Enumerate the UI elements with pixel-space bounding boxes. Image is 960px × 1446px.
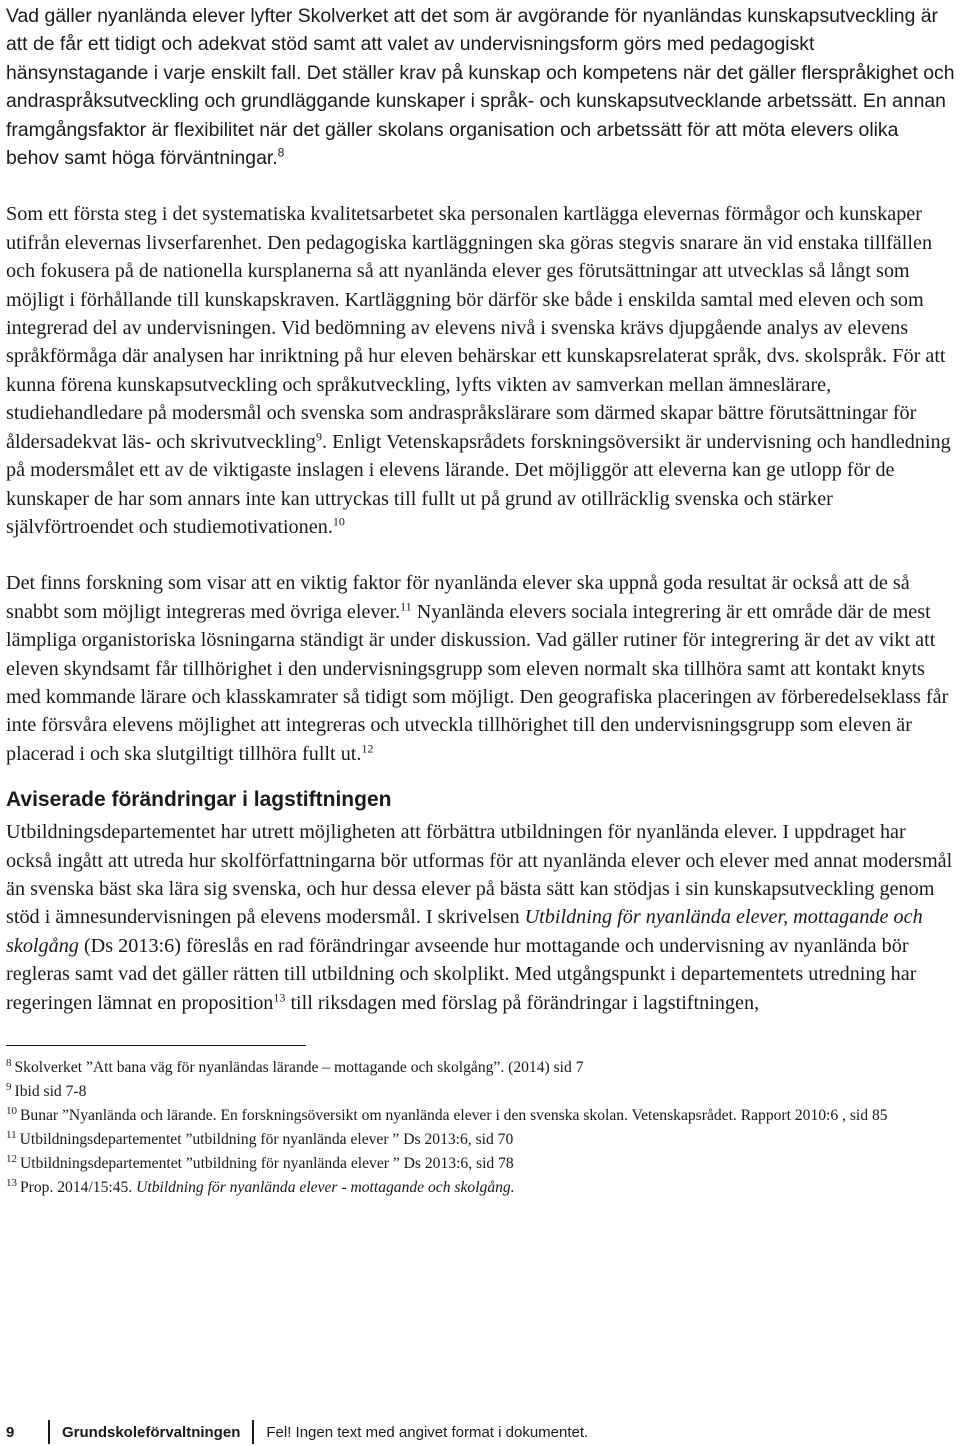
footnote-9: [6, 1080, 956, 1104]
footnote-text: Utbildningsdepartementet ”utbildning för nyanlända elever ” Ds 2013:6, sid 78: [20, 1155, 514, 1172]
paragraph-3-text-b: Nyanlända elevers sociala integrering är ett område där de mest lämpliga organistoriska lösningarna ständigt är under diskussion. Vad gäller rutiner för integrering är det av vikt att eleven skyndsamt får tillhörighet i den undervisningsgrupp som eleven normalt ska tillhöra samt att kontakt knyts med kommande lärare och klasskamrater så tidigt som möjligt. Den geografiska placeringen av förberedelseklass får inte försvåra elevens möjlighet att integreras och utveckla tillhörighet till den undervisningsgrupp som eleven är placerad i och ska slutgiltigt tillhöra fullt ut.: [6, 600, 949, 765]
footnote-text: Ibid sid 7-8: [14, 1083, 87, 1100]
paragraph-4: [6, 818, 956, 1017]
footnote-11: [6, 1128, 956, 1152]
paragraph-2: [6, 200, 956, 541]
footnote-ref-10[interactable]: 10: [332, 514, 345, 529]
footnote-text: Utbildningsdepartementet ”utbildning för nyanlända elever ” Ds 2013:6, sid 70: [19, 1131, 514, 1148]
paragraph-2-text-a: Som ett första steg i det systematiska kvalitetsarbetet ska personalen kartlägga elevernas förmågor och kunskaper utifrån elevernas livserfarenhet. Den pedagogiska kartläggningen ska göras stegvis snarare än vid enstaka tillfällen och fokusera på de nationella kursplanerna så att nyanlända elever ges förutsättningar att utvecklas så långt som möjligt i förhållande till kunskapskraven. Kartläggning bör därför ske både i enskilda samtal med eleven och som integrerad del av undervisningen. Vid bedömning av elevens nivå i svenska krävs djupgående analys av elevens språkförmåga där analysen har inriktning på hur eleven behärskar ett kunskapsrelaterat språk, dvs. skolspråk. För att kunna förena kunskapsutveckling och språkutveckling, lyfts vikten av samverkan mellan ämneslärare, studiehandledare på modersmål och svenska som andraspråkslärare som därmed skapar bättre förutsättningar för åldersadekvat läs- och skrivutveckling: [6, 203, 946, 453]
paragraph-1-text: Vad gäller nyanlända elever lyfter Skolverket att det som är avgörande för nyanländas kunskapsutveckling är att de får ett tidigt och adekvat stöd samt att valet av undervisningsform görs med pedagogiskt hänsynstagande i varje enskilt fall. Det ställer krav på kunskap och kompetens när det gäller flerspråkighet och andraspråksutveckling och grundläggande kunskaper i språk- och kunskapsutvecklande arbetssätt. En annan framgångsfaktor är flexibilitet när det gäller skolans organisation och arbetssätt för att möta elevers olika behov samt höga förväntningar.: [6, 5, 955, 170]
footnote-number: 12: [6, 1152, 17, 1165]
footnote-number: 9: [6, 1080, 12, 1093]
footnote-ref-9[interactable]: 9: [316, 428, 322, 443]
footnote-ref-11[interactable]: 11: [400, 598, 412, 613]
paragraph-1: [6, 2, 956, 172]
footnote-text: Prop. 2014/15:45.: [20, 1179, 137, 1196]
page-footer: [6, 1418, 956, 1446]
paragraph-4-text-a: Utbildningsdepartementet har utrett möjligheten att förbättra utbildningen för nyanlända elever. I uppdraget har också ingått att utreda hur skolförfattningarna bör utformas för att nyanlända elever och elever med annat modersmål än svenska bäst ska lära sig svenska, och hur dessa elever på bästa sätt kan stödjas i sin kunskapsutveckling genom stöd i ämnesundervisningen på elevens modersmål. I skrivelsen: [6, 821, 953, 929]
footnote-10: [6, 1104, 956, 1128]
paragraph-3-text-a: Det finns forskning som visar att en viktig faktor för nyanlända elever ska uppnå goda resultat är också att de så snabbt som möjligt integreras med övriga elever.: [6, 572, 910, 623]
footnotes: [6, 1056, 956, 1200]
document-page: [6, 0, 956, 1200]
footnote-12: [6, 1152, 956, 1176]
footnote-text: Skolverket ”Att bana väg för nyanländas lärande – mottagande och skolgång”. (2014) sid 7: [14, 1059, 584, 1076]
paragraph-3: [6, 569, 956, 768]
footnote-ref-8[interactable]: 8: [277, 145, 285, 160]
section-heading: Aviserade förändringar i lagstiftningen: [6, 788, 392, 812]
footnote-ref-12[interactable]: 12: [361, 741, 374, 756]
paragraph-4-text-b: (Ds 2013:6) föreslås en rad förändringar avseende hur mottagande och undervisning av nyanlända bör regleras samt vad det gäller rätten till utbildning och skolplikt. Med utgångspunkt i departementets utredning har regeringen lämnat en proposition: [6, 934, 917, 1014]
footnote-8: [6, 1056, 956, 1080]
footnote-number: 10: [6, 1104, 17, 1117]
footnote-italic-title: Utbildning för nyanlända elever - mottagande och skolgång.: [136, 1179, 515, 1196]
paragraph-2-text-b: . Enligt Vetenskapsrådets forskningsöversikt är undervisning och handledning på modersmålet ett av de viktigaste inslagen i elevens lärande. Det möjliggör att eleverna kan ge utlopp för de kunskaper de har som annars inte kan uttryckas till fullt ut på grund av otillräcklig svenska och stärker självförtroendet och studiemotivationen.: [6, 430, 951, 538]
footnote-13: [6, 1176, 956, 1200]
footnote-text: Bunar ”Nyanlända och lärande. En forskningsöversikt om nyanlända elever i den svenska skolan. Vetenskapsrådet. Rapport 2010:6 , sid 85: [20, 1107, 888, 1124]
footer-field-error: Fel! Ingen text med angivet format i dokumentet.: [266, 1423, 589, 1441]
footer-divider: [252, 1420, 254, 1444]
page-number: 9: [6, 1423, 15, 1441]
footnote-ref-13[interactable]: 13: [273, 989, 286, 1004]
footnote-separator: [6, 1045, 306, 1046]
publication-title: Utbildning för nyanlända elever, mottagande och skolgång: [6, 906, 923, 957]
footnote-number: 13: [6, 1176, 17, 1189]
footer-divider: [48, 1420, 50, 1444]
paragraph-4-text-c: till riksdagen med förslag på förändringar i lagstiftningen,: [285, 991, 760, 1014]
footer-organization: Grundskoleförvaltningen: [62, 1423, 241, 1441]
footnote-number: 8: [6, 1056, 12, 1069]
footnote-number: 11: [6, 1128, 17, 1141]
